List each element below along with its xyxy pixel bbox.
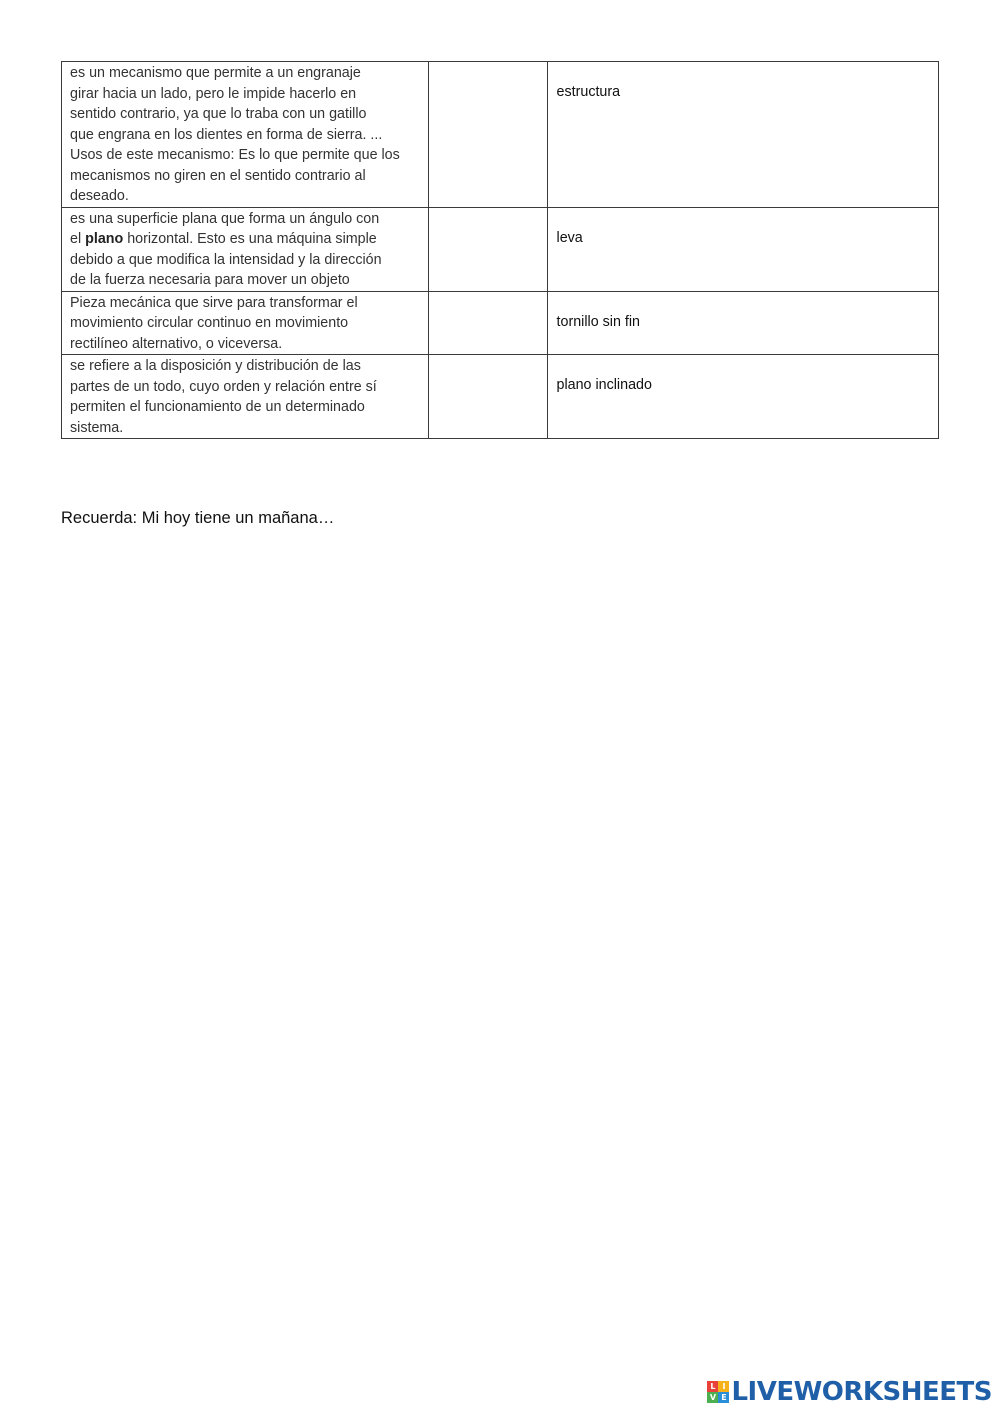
definition-text: el xyxy=(70,231,86,247)
definition-line: sentido contrario, ya que lo traba con un gatillo xyxy=(70,106,367,122)
definition-cell xyxy=(62,291,429,355)
definition-line: partes de un todo, cuyo orden y relación entre sí xyxy=(70,378,377,395)
definition-line: que engrana en los dientes en forma de sierra. ... xyxy=(70,126,383,143)
liveworksheets-brand[interactable] xyxy=(707,1377,992,1407)
table-row xyxy=(62,355,939,439)
matching-table xyxy=(61,61,939,439)
term-cell: leva xyxy=(547,207,938,291)
definition-line: de la fuerza necesaria para mover un objeto xyxy=(70,272,350,288)
definition-line: sistema. xyxy=(70,419,124,436)
answer-blank-1[interactable] xyxy=(429,62,547,208)
term-cell: tornillo sin fin xyxy=(547,291,938,355)
definition-line: es una superficie plana que forma un ángulo con xyxy=(70,210,380,227)
definition-line: deseado. xyxy=(70,188,129,204)
definition-line: debido a que modifica la intensidad y la dirección xyxy=(70,251,382,268)
table-row xyxy=(62,291,939,355)
logo-letter: L xyxy=(707,1381,718,1392)
table-row xyxy=(62,62,939,208)
logo-letter: V xyxy=(707,1392,718,1403)
answer-blank-2[interactable] xyxy=(429,207,547,291)
definition-line: rectilíneo alternativo, o viceversa. xyxy=(70,335,283,352)
reminder-text: Recuerda: Mi hoy tiene un mañana… xyxy=(61,509,335,527)
definition-line: Usos de este mecanismo: Es lo que permite que los xyxy=(70,147,400,163)
definition-line: es un mecanismo que permite a un engranaje xyxy=(70,65,361,81)
bold-keyword: plano xyxy=(85,231,124,247)
definition-text: horizontal. Esto es una máquina simple xyxy=(123,231,377,247)
definition-cell xyxy=(62,207,429,291)
answer-blank-4[interactable] xyxy=(429,355,547,439)
definition-cell xyxy=(62,62,429,208)
definition-line: se refiere a la disposición y distribución de las xyxy=(70,358,361,374)
definition-line: girar hacia un lado, pero le impide hacerlo en xyxy=(70,85,357,102)
table-row xyxy=(62,207,939,291)
definition-cell xyxy=(62,355,429,439)
term-cell: plano inclinado xyxy=(547,355,938,439)
definition-line xyxy=(70,229,422,250)
logo-letter: I xyxy=(718,1381,729,1392)
liveworksheets-logo-icon xyxy=(707,1381,729,1403)
definition-line: mecanismos no giren en el sentido contrario al xyxy=(70,167,366,184)
term-cell: estructura xyxy=(547,62,938,208)
definition-line: Pieza mecánica que sirve para transformar el xyxy=(70,294,358,311)
logo-letter: E xyxy=(718,1392,729,1403)
brand-wordmark: LIVEWORKSHEETS xyxy=(731,1377,992,1407)
answer-blank-3[interactable] xyxy=(429,291,547,355)
definition-line: permiten el funcionamiento de un determinado xyxy=(70,399,365,415)
definition-line: movimiento circular continuo en movimiento xyxy=(70,315,349,331)
